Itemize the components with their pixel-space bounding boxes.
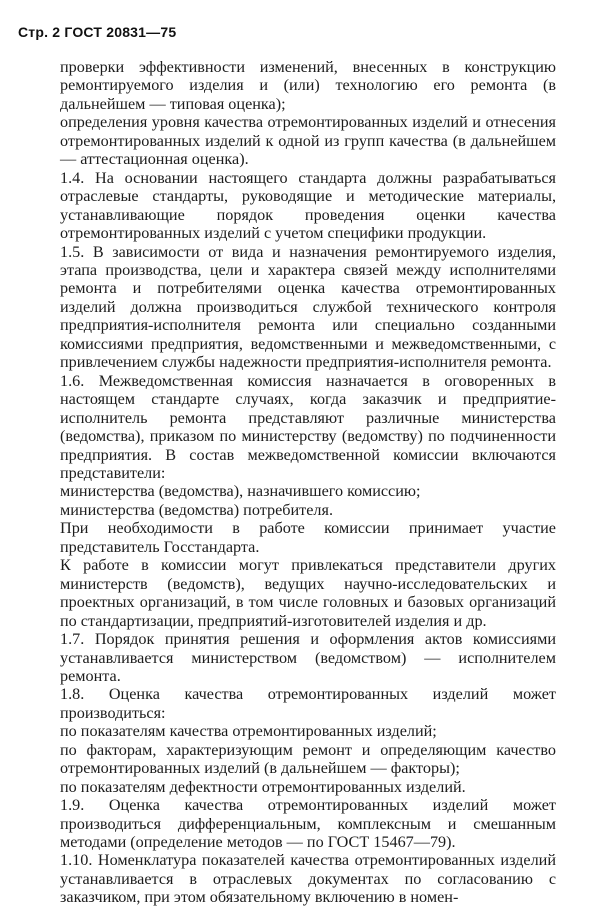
paragraph-1-10: 1.10. Номенклатура показателей качества отремонтированных изделий устанавливается в отраслевых документах по согласованию с заказчиком, при этом обязательному включению в номен-	[60, 851, 556, 907]
paragraph-typical-assessment: проверки эффективности изменений, внесенных в конструкцию ремонтируемого изделия и (или) технологию его ремонта (в дальнейшем — типовая оценка);	[60, 58, 556, 113]
paragraph-1-7: 1.7. Порядок принятия решения и оформления актов комиссиями устанавливается министерством (ведомством) — исполнителем ремонта.	[60, 630, 556, 685]
list-item-defect-indicators: по показателям дефектности отремонтированных изделий.	[60, 777, 466, 796]
page-header: Стр. 2 ГОСТ 20831—75	[18, 24, 177, 40]
document-body	[60, 58, 556, 907]
paragraph-1-8: 1.8. Оценка качества отремонтированных изделий может производиться:	[60, 685, 556, 722]
list-item-quality-indicators: по показателям качества отремонтированных изделий;	[60, 722, 437, 741]
paragraph-1-4: 1.4. На основании настоящего стандарта должны разрабатываться отраслевые стандарты, руководящие и методические материалы, устанавливающие порядок проведения оценки качества отремонтированных изделий с учетом специфики продукции.	[60, 168, 556, 243]
paragraph-attestation-assessment: определения уровня качества отремонтированных изделий и отнесения отремонтированных изделий к одной из групп качества (в дальнейшем — аттестационная оценка).	[60, 113, 556, 169]
paragraph-1-6: 1.6. Межведомственная комиссия назначается в оговоренных в настоящем стандарте случаях, когда заказчик и предприятие-исполнитель ремонта представляют различные министерства (ведомства), приказом по министерству (ведомству) по подчиненности предприятия. В состав межведомственной комиссии включаются представители:	[60, 371, 556, 482]
paragraph-1-5: 1.5. В зависимости от вида и назначения ремонтируемого изделия, этапа производства, цели и характера связей между исполнителями ремонта и потребителями оценка качества отремонтированных изделий должна производиться службой технического контроля предприятия-исполнителя ремонта или специально созданными комиссиями предприятия, ведомственными и межведомственными, с привлечением службы надежности предприятия-исполнителя ремонта.	[60, 242, 556, 372]
list-item-factors: по факторам, характеризующим ремонт и определяющим качество отремонтированных изделий (в дальнейшем — факторы);	[60, 740, 556, 778]
list-item-ministry-appointing: министерства (ведомства), назначившего комиссию;	[60, 482, 421, 501]
list-item-ministry-consumer: министерства (ведомства) потребителя.	[60, 500, 333, 519]
paragraph-1-9: 1.9. Оценка качества отремонтированных изделий может производиться дифференциальным, комплексным и смешанным методами (определение методов — по ГОСТ 15467—79).	[60, 796, 556, 852]
paragraph-gosstandart-representative: При необходимости в работе комиссии принимает участие представитель Госстандарта.	[60, 519, 556, 556]
paragraph-other-representatives: К работе в комиссии могут привлекаться представители других министерств (ведомств), ведущих научно-исследовательских и проектных организаций, в том числе головных и базовых организаций по стандартизации, предприятий-изготовителей изделия и др.	[60, 556, 556, 630]
